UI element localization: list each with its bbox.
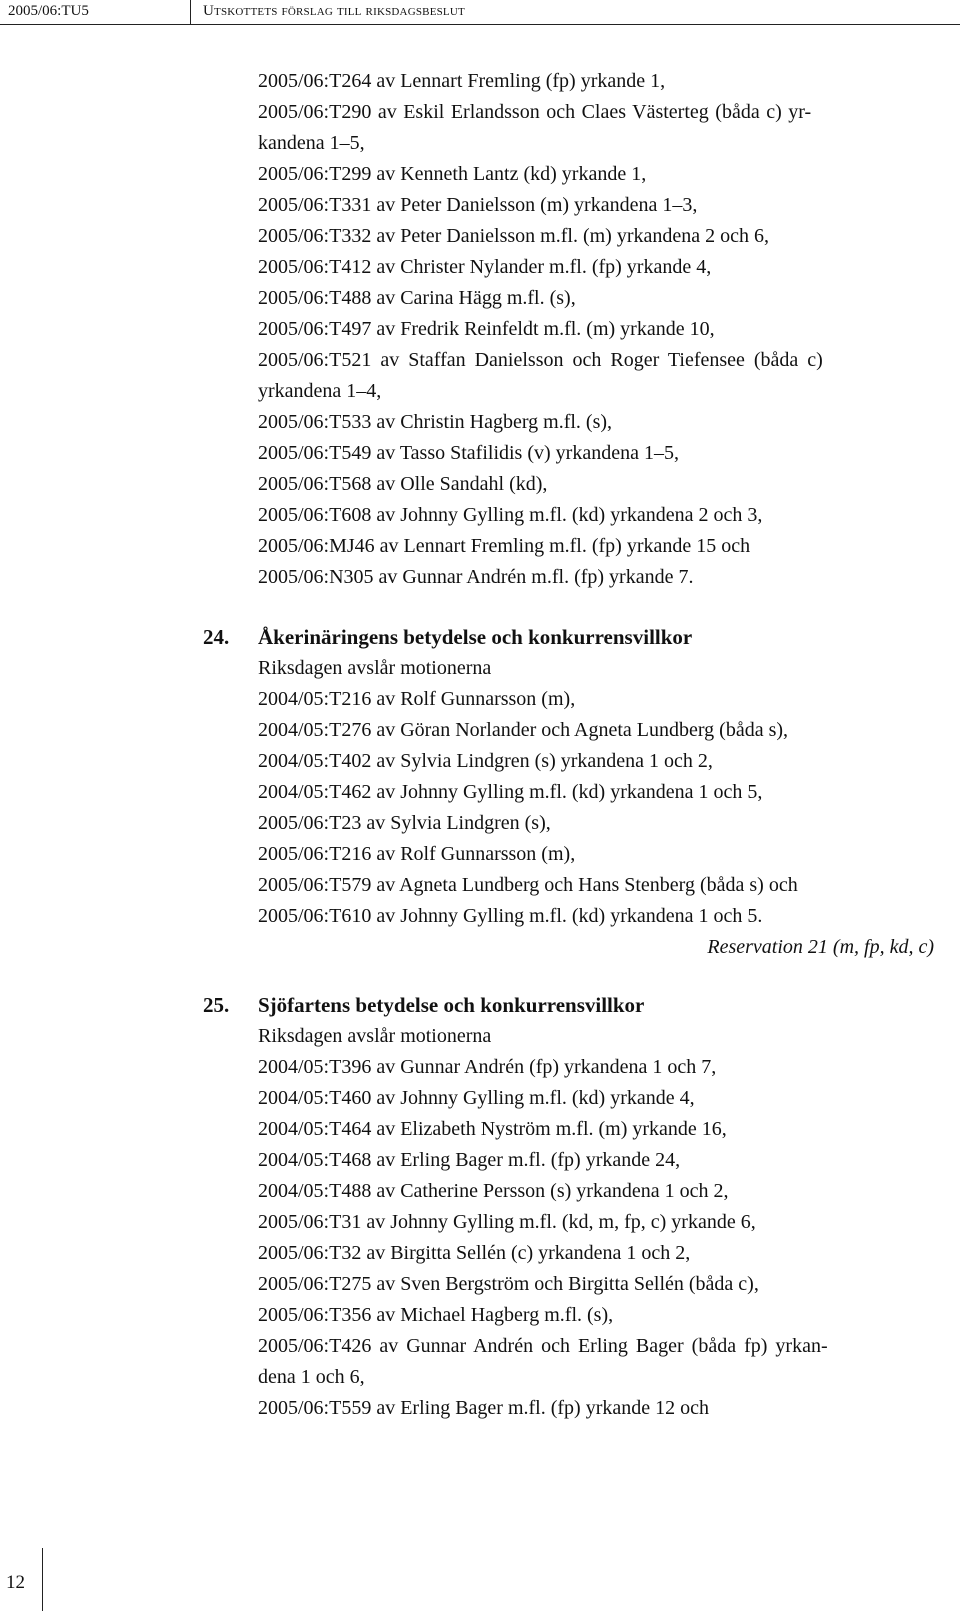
document-title: Utskottets förslag till riksdagsbeslut bbox=[203, 3, 465, 19]
motion-line: 2005/06:T356 av Michael Hagberg m.fl. (s), bbox=[258, 1304, 614, 1326]
motion-line: 2005/06:T533 av Christin Hagberg m.fl. (s), bbox=[258, 411, 613, 433]
reservation-note: Reservation 21 (m, fp, kd, c) bbox=[707, 936, 934, 958]
document-id: 2005/06:TU5 bbox=[8, 3, 89, 19]
motion-line: 2005/06:T608 av Johnny Gylling m.fl. (kd) yrkandena 2 och 3, bbox=[258, 504, 763, 526]
page-number: 12 bbox=[6, 1572, 25, 1593]
section-24 bbox=[203, 622, 934, 963]
motion-line: 2005/06:T332 av Peter Danielsson m.fl. (m) yrkandena 2 och 6, bbox=[258, 225, 769, 247]
page-header bbox=[0, 0, 960, 25]
header-divider bbox=[190, 0, 191, 25]
motion-line: 2005/06:T264 av Lennart Fremling (fp) yrkande 1, bbox=[258, 70, 666, 92]
motion-line: 2005/06:T412 av Christer Nylander m.fl. (fp) yrkande 4, bbox=[258, 256, 712, 278]
motion-line: 2004/05:T462 av Johnny Gylling m.fl. (kd) yrkandena 1 och 5, bbox=[258, 781, 763, 803]
motion-line: 2005/06:T559 av Erling Bager m.fl. (fp) yrkande 12 och bbox=[258, 1397, 709, 1419]
motion-line: dena 1 och 6, bbox=[258, 1366, 365, 1388]
section-heading bbox=[203, 622, 934, 653]
section-title: Sjöfartens betydelse och konkurrensvillkor bbox=[258, 993, 645, 1017]
section-title: Åkerinäringens betydelse och konkurrensvillkor bbox=[258, 625, 693, 649]
motion-line: 2005/06:T549 av Tasso Stafilidis (v) yrkandena 1–5, bbox=[258, 442, 679, 464]
motion-line: yrkandena 1–4, bbox=[258, 380, 382, 402]
motion-line: 2005/06:T275 av Sven Bergström och Birgitta Sellén (båda c), bbox=[258, 1273, 759, 1295]
motion-line: 2005/06:T497 av Fredrik Reinfeldt m.fl. (m) yrkande 10, bbox=[258, 318, 715, 340]
motion-line: 2005/06:T610 av Johnny Gylling m.fl. (kd) yrkandena 1 och 5. bbox=[258, 905, 763, 927]
motion-line: 2004/05:T488 av Catherine Persson (s) yrkandena 1 och 2, bbox=[258, 1180, 729, 1202]
section-number: 24. bbox=[203, 625, 230, 649]
decision-line: Riksdagen avslår motionerna bbox=[258, 1025, 492, 1047]
section-number: 25. bbox=[203, 993, 230, 1017]
motion-line: 2005/06:T521 av Staffan Danielsson och Roger Tiefensee (båda c) bbox=[258, 349, 823, 371]
motion-line: kandena 1–5, bbox=[258, 132, 365, 154]
motion-line: 2004/05:T460 av Johnny Gylling m.fl. (kd) yrkande 4, bbox=[258, 1087, 695, 1109]
motion-line: 2005/06:T299 av Kenneth Lantz (kd) yrkande 1, bbox=[258, 163, 647, 185]
motion-line: 2005/06:T216 av Rolf Gunnarsson (m), bbox=[258, 843, 576, 865]
footer-divider bbox=[42, 1548, 43, 1611]
motion-line: 2005/06:MJ46 av Lennart Fremling m.fl. (fp) yrkande 15 och bbox=[258, 535, 751, 557]
motion-line: 2004/05:T216 av Rolf Gunnarsson (m), bbox=[258, 688, 576, 710]
motion-line: 2004/05:T468 av Erling Bager m.fl. (fp) yrkande 24, bbox=[258, 1149, 681, 1171]
section-body bbox=[258, 1021, 934, 1424]
motion-line: 2004/05:T402 av Sylvia Lindgren (s) yrkandena 1 och 2, bbox=[258, 750, 713, 772]
section-heading bbox=[203, 990, 934, 1021]
section-25 bbox=[203, 990, 934, 1424]
motion-line: 2005/06:T426 av Gunnar Andrén och Erling Bager (båda fp) yrkan- bbox=[258, 1335, 828, 1357]
motion-line: 2005/06:T331 av Peter Danielsson (m) yrkandena 1–3, bbox=[258, 194, 698, 216]
decision-line: Riksdagen avslår motionerna bbox=[258, 657, 492, 679]
motion-list-continued bbox=[258, 66, 934, 593]
motion-line: 2004/05:T276 av Göran Norlander och Agneta Lundberg (båda s), bbox=[258, 719, 789, 741]
section-body bbox=[258, 653, 934, 963]
motion-line: 2005/06:T568 av Olle Sandahl (kd), bbox=[258, 473, 548, 495]
motion-line: 2005/06:T23 av Sylvia Lindgren (s), bbox=[258, 812, 551, 834]
motion-line: 2004/05:T464 av Elizabeth Nyström m.fl. (m) yrkande 16, bbox=[258, 1118, 727, 1140]
motion-line: 2005/06:T488 av Carina Hägg m.fl. (s), bbox=[258, 287, 576, 309]
motion-line: 2005/06:T32 av Birgitta Sellén (c) yrkandena 1 och 2, bbox=[258, 1242, 691, 1264]
motion-line: 2005/06:N305 av Gunnar Andrén m.fl. (fp) yrkande 7. bbox=[258, 566, 694, 588]
motion-line: 2005/06:T290 av Eskil Erlandsson och Claes Västerteg (båda c) yr- bbox=[258, 101, 812, 123]
motion-line: 2004/05:T396 av Gunnar Andrén (fp) yrkandena 1 och 7, bbox=[258, 1056, 717, 1078]
motion-line: 2005/06:T579 av Agneta Lundberg och Hans Stenberg (båda s) och bbox=[258, 874, 798, 896]
motion-line: 2005/06:T31 av Johnny Gylling m.fl. (kd, m, fp, c) yrkande 6, bbox=[258, 1211, 756, 1233]
